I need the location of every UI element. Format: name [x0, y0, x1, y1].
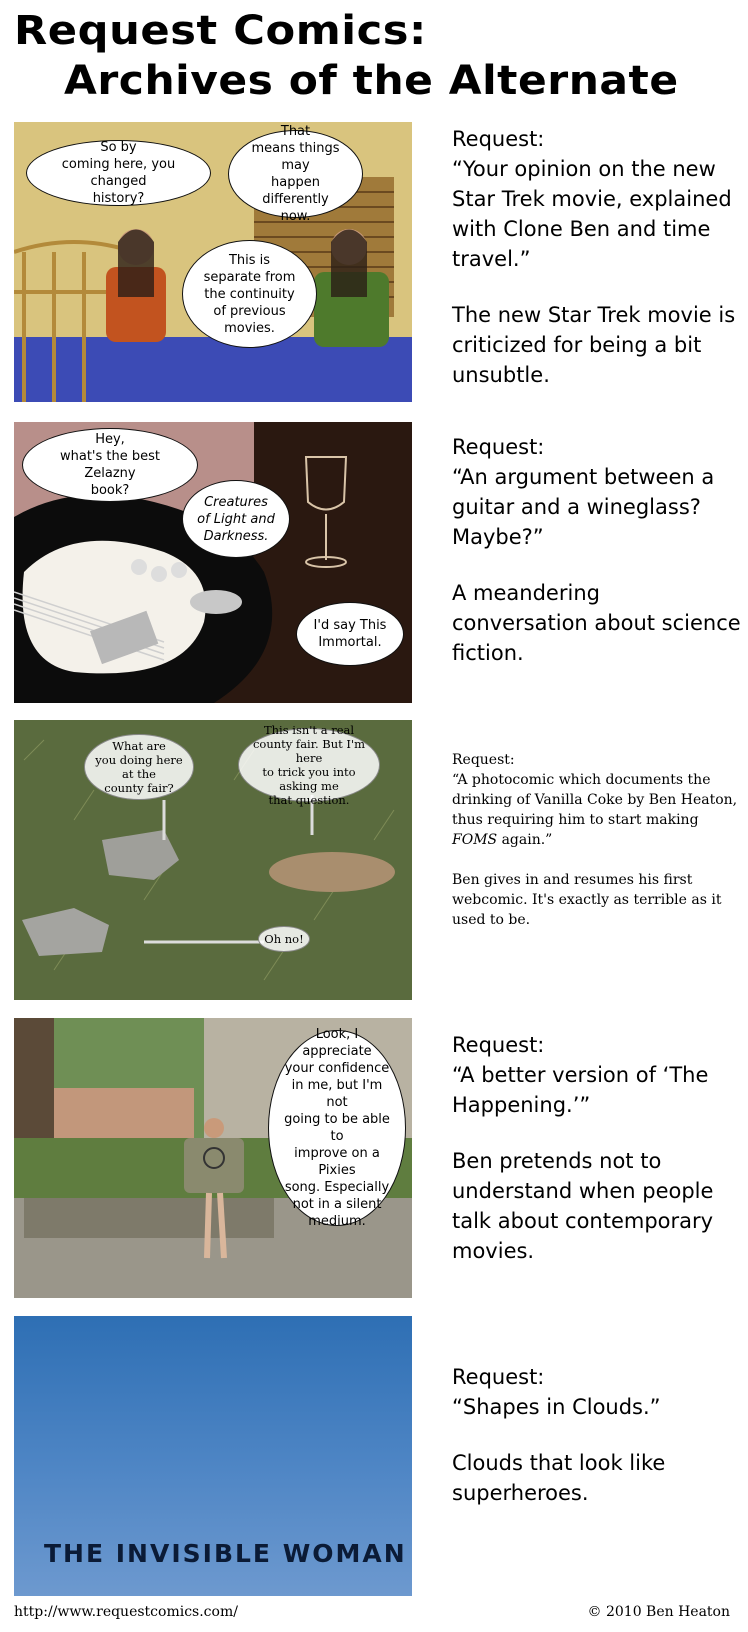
caption-quote-start: “A photocomic which documents the drinking of Vanilla Coke by Ben Heaton, thus requiring him to start making — [452, 772, 738, 828]
comic-panel-guitar — [14, 422, 412, 703]
caption-description: Ben gives in and resumes his first webcomic. It's exactly as terrible as it used to be. — [452, 872, 722, 928]
caption-quote: “A better version of ‘The Happening.’” — [452, 1063, 709, 1117]
footer-url-link[interactable]: http://www.requestcomics.com/ — [14, 1604, 238, 1620]
speech-bubble-1: Look, I appreciate your confidence in me, but I'm not going to be able to improve on a Pixies song. Especially not in a silent medium. — [268, 1030, 406, 1226]
speech-bubble-3: Oh no! — [258, 926, 310, 952]
caption-panel-5 — [452, 1362, 742, 1508]
speech-bubble-1: So by coming here, you changed history? — [26, 140, 211, 206]
speech-bubble-2 — [182, 480, 290, 558]
caption-panel-2 — [452, 432, 742, 668]
comic-panel-sky — [14, 1316, 412, 1596]
caption-label: Request: — [452, 435, 545, 459]
speech-bubble-1: Hey, what's the best Zelazny book? — [22, 428, 198, 502]
caption-panel-3 — [452, 750, 742, 930]
caption-quote: “Shapes in Clouds.” — [452, 1395, 661, 1419]
footer-copyright: © 2010 Ben Heaton — [587, 1604, 730, 1620]
caption-label: Request: — [452, 1365, 545, 1389]
caption-panel-4 — [452, 1030, 742, 1266]
caption-description: Ben pretends not to understand when people talk about contemporary movies. — [452, 1149, 714, 1263]
page-title-line2: Archives of the Alternate — [64, 58, 679, 104]
caption-quote-end: again.” — [497, 832, 553, 848]
caption-description: The new Star Trek movie is criticized for being a bit unsubtle. — [452, 303, 736, 387]
page-title-line1: Request Comics: — [14, 8, 427, 54]
caption-label: Request: — [452, 752, 515, 768]
caption-label: Request: — [452, 1033, 545, 1057]
caption-label: Request: — [452, 127, 545, 151]
caption-quote — [452, 770, 742, 850]
invisible-woman-label: THE INVISIBLE WOMAN — [44, 1539, 407, 1568]
comic-panel-pixies — [14, 1018, 412, 1298]
caption-quote: “Your opinion on the new Star Trek movie, explained with Clone Ben and time travel.” — [452, 157, 732, 271]
caption-panel-1 — [452, 124, 742, 390]
caption-description: A meandering conversation about science fiction. — [452, 581, 741, 665]
bubble-italic-text: Creatures of Light and Darkness. — [197, 494, 275, 544]
caption-quote: “An argument between a guitar and a wineglass? Maybe?” — [452, 465, 715, 549]
comic-panel-star-trek — [14, 122, 412, 402]
caption-description: Clouds that look like superheroes. — [452, 1451, 666, 1505]
speech-bubble-3: I'd say This Immortal. — [296, 602, 404, 666]
speech-bubble-1: What are you doing here at the county fair? — [84, 734, 194, 800]
comic-panel-rocks — [14, 720, 412, 1000]
speech-bubble-2: That means things may happen differently now. — [228, 130, 363, 218]
caption-quote-em: FOMS — [452, 832, 498, 848]
speech-bubble-3: This is separate from the continuity of previous movies. — [182, 240, 317, 348]
speech-bubble-2: isn't a county fair. But I'm here to trick you into asking me question. — [238, 728, 380, 802]
